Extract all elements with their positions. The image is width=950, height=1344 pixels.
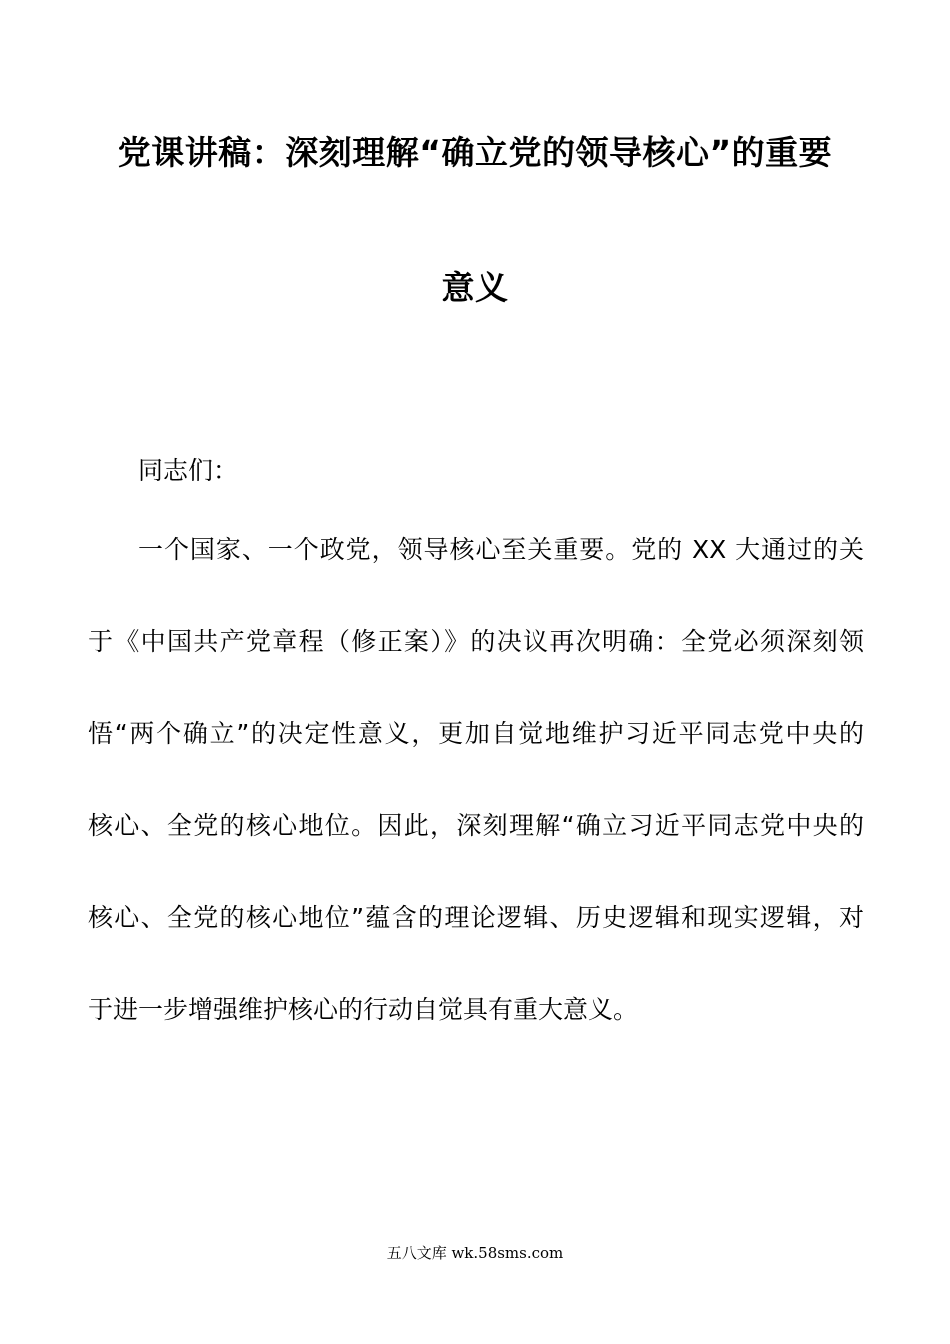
document-title-line-1: 党课讲稿：深刻理解“确立党的领导核心”的重要 [117,133,833,172]
paragraph-line: 于《中国共产党章程（修正案）》的决议再次明确：全党必须深刻领 [88,627,864,656]
paragraph-line: 核心、全党的核心地位”蕴含的理论逻辑、历史逻辑和现实逻辑，对 [88,903,864,932]
paragraph-line: 一个国家、一个政党，领导核心至关重要。党的 XX 大通过的关 [138,535,864,564]
paragraph-line: 于进一步增强维护核心的行动自觉具有重大意义。 [88,995,639,1024]
salutation: 同志们： [138,456,239,485]
footer-watermark: 五八文库 wk.58sms.com [386,1244,564,1262]
paragraph-line: 核心、全党的核心地位。因此，深刻理解“确立习近平同志党中央的 [88,811,864,840]
body-paragraph [88,504,864,1056]
paragraph-line: 悟“两个确立”的决定性意义，更加自觉地维护习近平同志党中央的 [88,719,864,748]
document-title-line-2: 意义 [441,268,509,307]
